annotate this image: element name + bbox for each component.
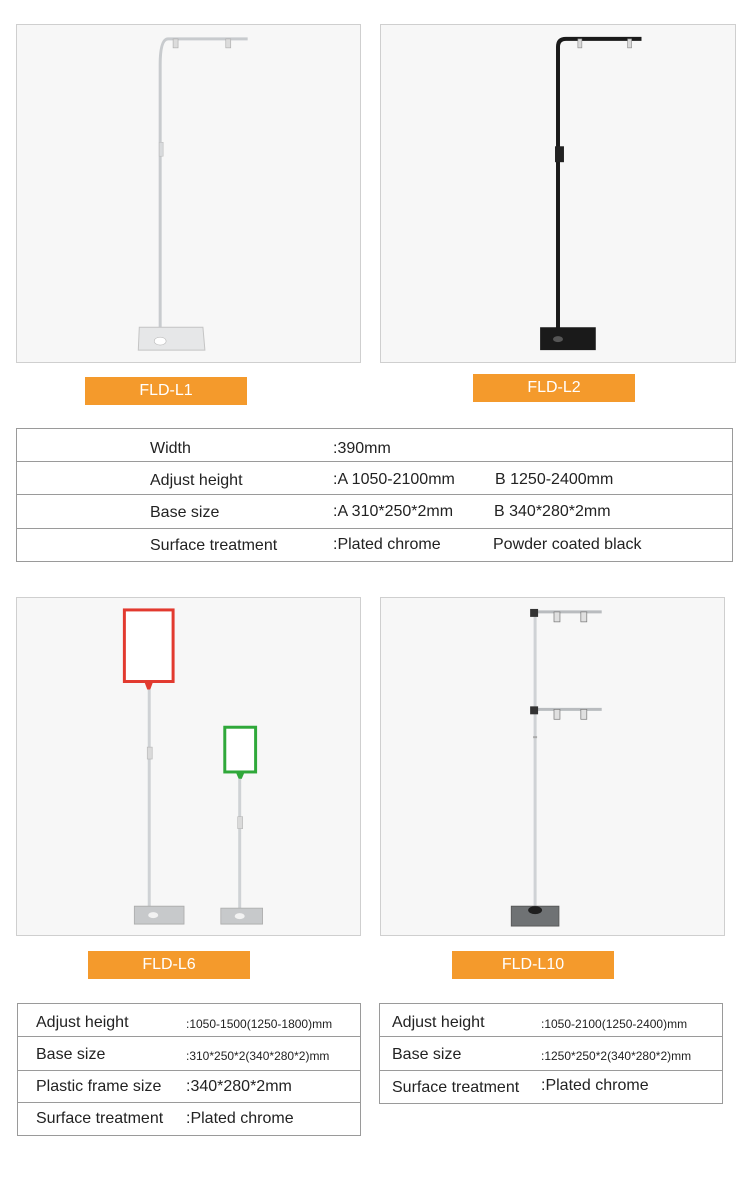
table-row [17, 429, 732, 462]
spec-extra: B 340*280*2mm [494, 503, 611, 520]
spec-value: :Plated chrome [186, 1110, 294, 1127]
spec-value: :A 1050-2100mm [333, 471, 455, 488]
table-row [18, 1103, 360, 1135]
fld-l1-label-text: FLD-L1 [139, 382, 193, 399]
spec-extra: Powder coated black [493, 536, 642, 553]
spec-name: Surface treatment [392, 1079, 520, 1096]
spec-name: Base size [392, 1046, 462, 1063]
fld-l2-label-text: FLD-L2 [527, 379, 581, 396]
black-l-stand-illustration [381, 25, 735, 362]
spec-value: :310*250*2(340*280*2)mm [186, 1049, 330, 1063]
spec-value: :Plated chrome [541, 1077, 649, 1094]
spec-value: :A 310*250*2mm [333, 503, 454, 520]
double-arm-stand-illustration [381, 598, 724, 935]
product-image-fld-l10 [380, 597, 725, 936]
fld-l10-label [452, 951, 614, 979]
spec-extra: B 1250-2400mm [495, 471, 614, 488]
fld-l2-label [473, 374, 635, 402]
table-row [380, 1071, 722, 1103]
product-image-fld-l2 [380, 24, 736, 363]
spec-table-l10 [379, 1003, 723, 1104]
spec-name: Plastic frame size [36, 1078, 162, 1095]
table-row [17, 529, 732, 561]
spec-table-l6 [17, 1003, 361, 1136]
table-row [18, 1037, 360, 1071]
spec-value: :390mm [333, 440, 391, 457]
spec-table-l1-l2 [16, 428, 733, 562]
spec-value: :340*280*2mm [186, 1078, 292, 1095]
table-row [18, 1004, 360, 1037]
spec-name: Surface treatment [36, 1110, 164, 1127]
product-image-fld-l1 [16, 24, 361, 363]
fld-l6-label-text: FLD-L6 [142, 956, 196, 973]
spec-value: :Plated chrome [333, 536, 441, 553]
spec-name: Adjust height [150, 472, 243, 489]
product-image-fld-l6 [16, 597, 361, 936]
chrome-l-stand-illustration [17, 25, 360, 362]
spec-name: Adjust height [392, 1014, 485, 1031]
table-row [18, 1071, 360, 1103]
spec-name: Base size [36, 1046, 106, 1063]
frame-stands-illustration [17, 598, 360, 935]
table-row [17, 462, 732, 495]
spec-value: :1250*250*2(340*280*2)mm [541, 1049, 692, 1063]
fld-l1-label [85, 377, 247, 405]
spec-name: Adjust height [36, 1014, 129, 1031]
table-row [380, 1037, 722, 1071]
spec-name: Width [150, 440, 191, 457]
fld-l10-label-text: FLD-L10 [501, 956, 565, 973]
spec-value: :1050-2100(1250-2400)mm [541, 1017, 688, 1031]
spec-name: Base size [150, 504, 220, 521]
table-row [17, 495, 732, 529]
spec-name: Surface treatment [150, 537, 278, 554]
spec-value: :1050-1500(1250-1800)mm [186, 1017, 333, 1031]
table-row [380, 1004, 722, 1037]
fld-l6-label [88, 951, 250, 979]
